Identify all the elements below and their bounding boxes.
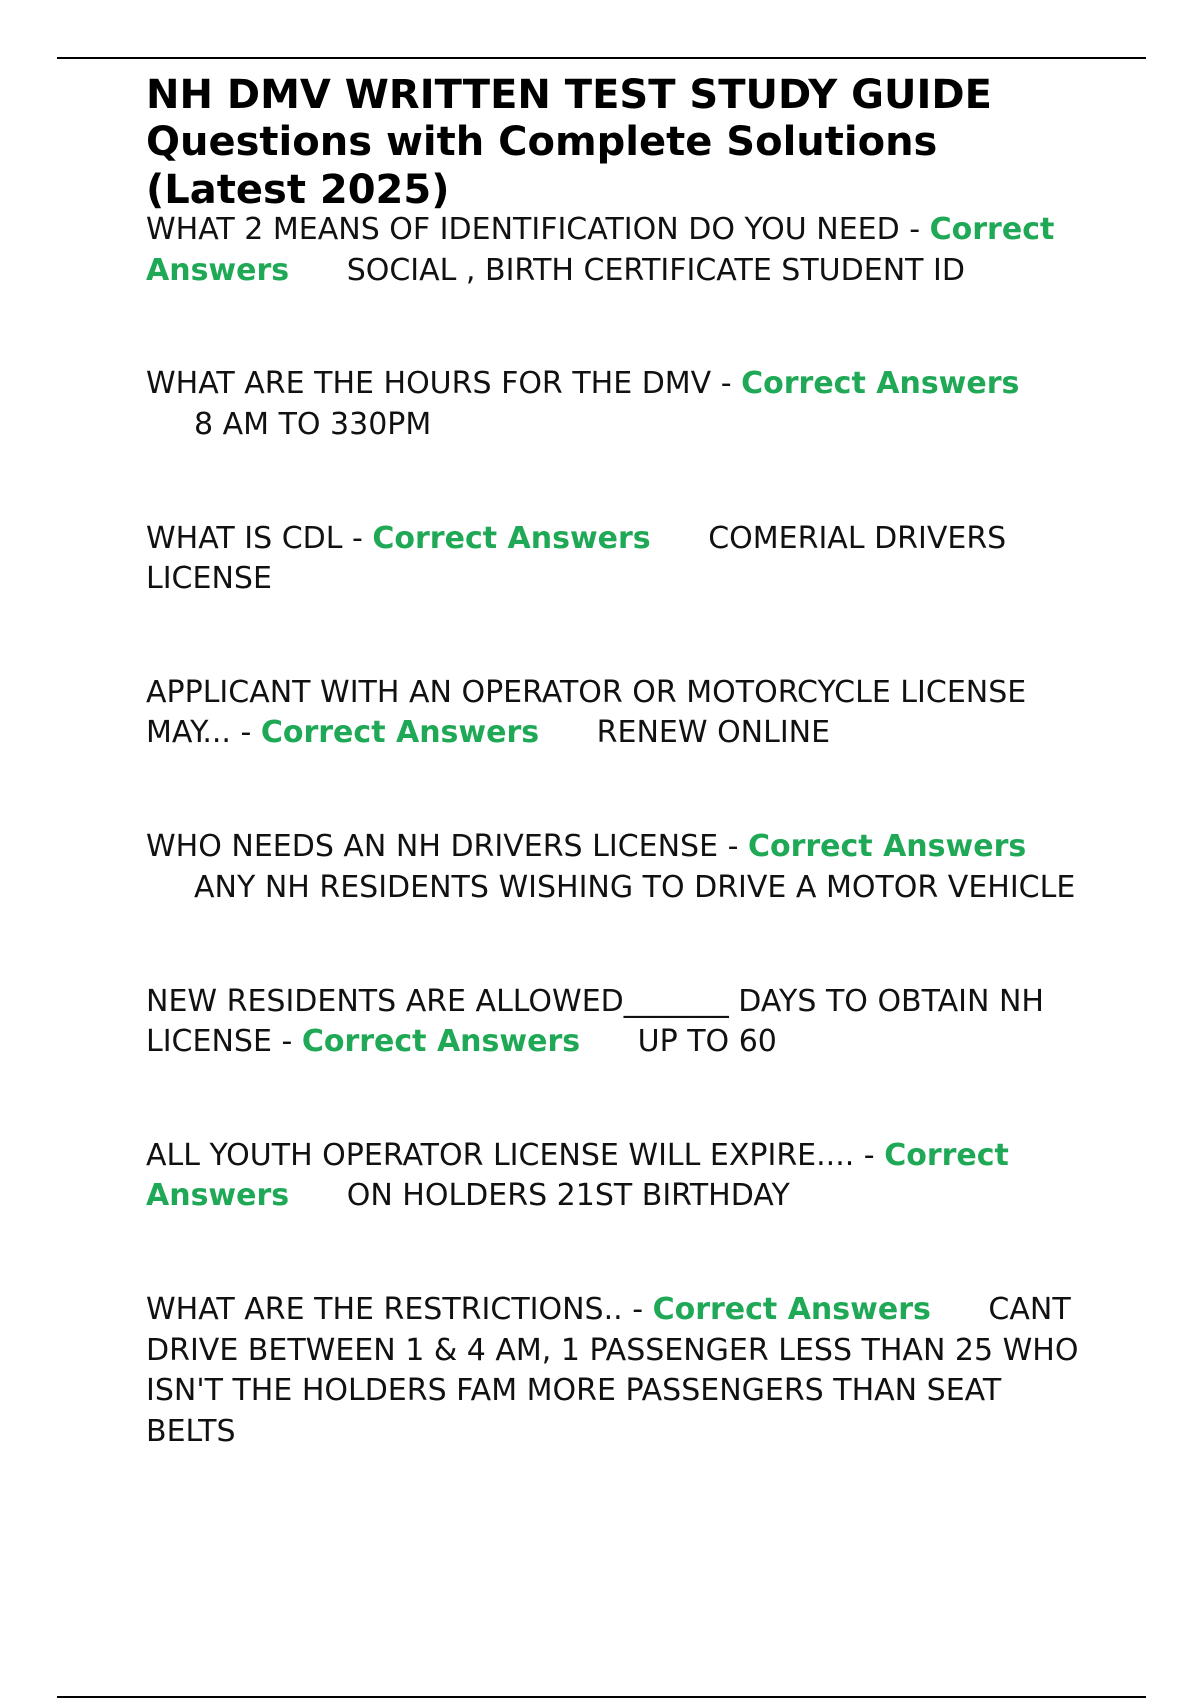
correct-answers-label: Correct Answers (146, 212, 1055, 288)
correct-answers-label: Correct Answers (146, 1137, 1009, 1214)
correct-answers-label: Correct Answers (652, 1292, 931, 1328)
correct-answers-label: Correct Answers (372, 520, 651, 556)
answer-text: CANT DRIVE BETWEEN 1 & 4 AM, 1 PASSENGER LESS THAN 25 WHO ISN'T THE HOLDERS FAM MORE PASSENGERS THAN SEAT BELTS (146, 1292, 1079, 1449)
answer-text: UP TO 60 (637, 1024, 777, 1059)
question-text: WHAT ARE THE RESTRICTIONS.. - (146, 1292, 644, 1328)
question-text: WHAT 2 MEANS OF IDENTIFICATION DO YOU NEED - (146, 212, 921, 247)
question-text: NEW RESIDENTS ARE ALLOWED_______ DAYS TO OBTAIN NH LICENSE - (146, 983, 1044, 1059)
document-title: NH DMV WRITTEN TEST STUDY GUIDE Questions with Complete Solutions (Latest 2025) (146, 72, 992, 213)
correct-answers-label: Correct Answers (260, 715, 540, 751)
qa-item (146, 982, 1089, 1063)
qa-item (146, 673, 1089, 754)
correct-answers-label: Correct Answers (741, 366, 1020, 402)
correct-answers-label: Correct Answers (747, 829, 1027, 865)
qa-item (146, 364, 1089, 445)
bottom-rule (57, 1696, 1146, 1698)
answer-text: 8 AM TO 330PM (194, 406, 432, 442)
answer-text: ANY NH RESIDENTS WISHING TO DRIVE A MOTOR VEHICLE (194, 869, 1076, 905)
question-text: WHAT IS CDL - (146, 520, 363, 556)
correct-answers-label: Correct Answers (301, 1024, 581, 1059)
answer-text: ON HOLDERS 21ST BIRTHDAY (346, 1178, 790, 1214)
answer-text: RENEW ONLINE (596, 715, 831, 751)
top-rule (57, 57, 1146, 59)
qa-item (146, 210, 1089, 291)
question-text: WHO NEEDS AN NH DRIVERS LICENSE - (146, 829, 739, 865)
qa-item (146, 1136, 1089, 1217)
question-text: WHAT ARE THE HOURS FOR THE DMV - (146, 366, 732, 402)
answer-text: COMERIAL DRIVERS LICENSE (146, 520, 1007, 597)
answer-text: SOCIAL , BIRTH CERTIFICATE STUDENT ID (346, 252, 965, 288)
qa-item (146, 519, 1089, 600)
question-text: ALL YOUTH OPERATOR LICENSE WILL EXPIRE.... - (146, 1137, 875, 1173)
qa-item (146, 827, 1089, 908)
qa-item (146, 1290, 1089, 1452)
question-text: APPLICANT WITH AN OPERATOR OR MOTORCYCLE LICENSE MAY... - (146, 674, 1027, 751)
